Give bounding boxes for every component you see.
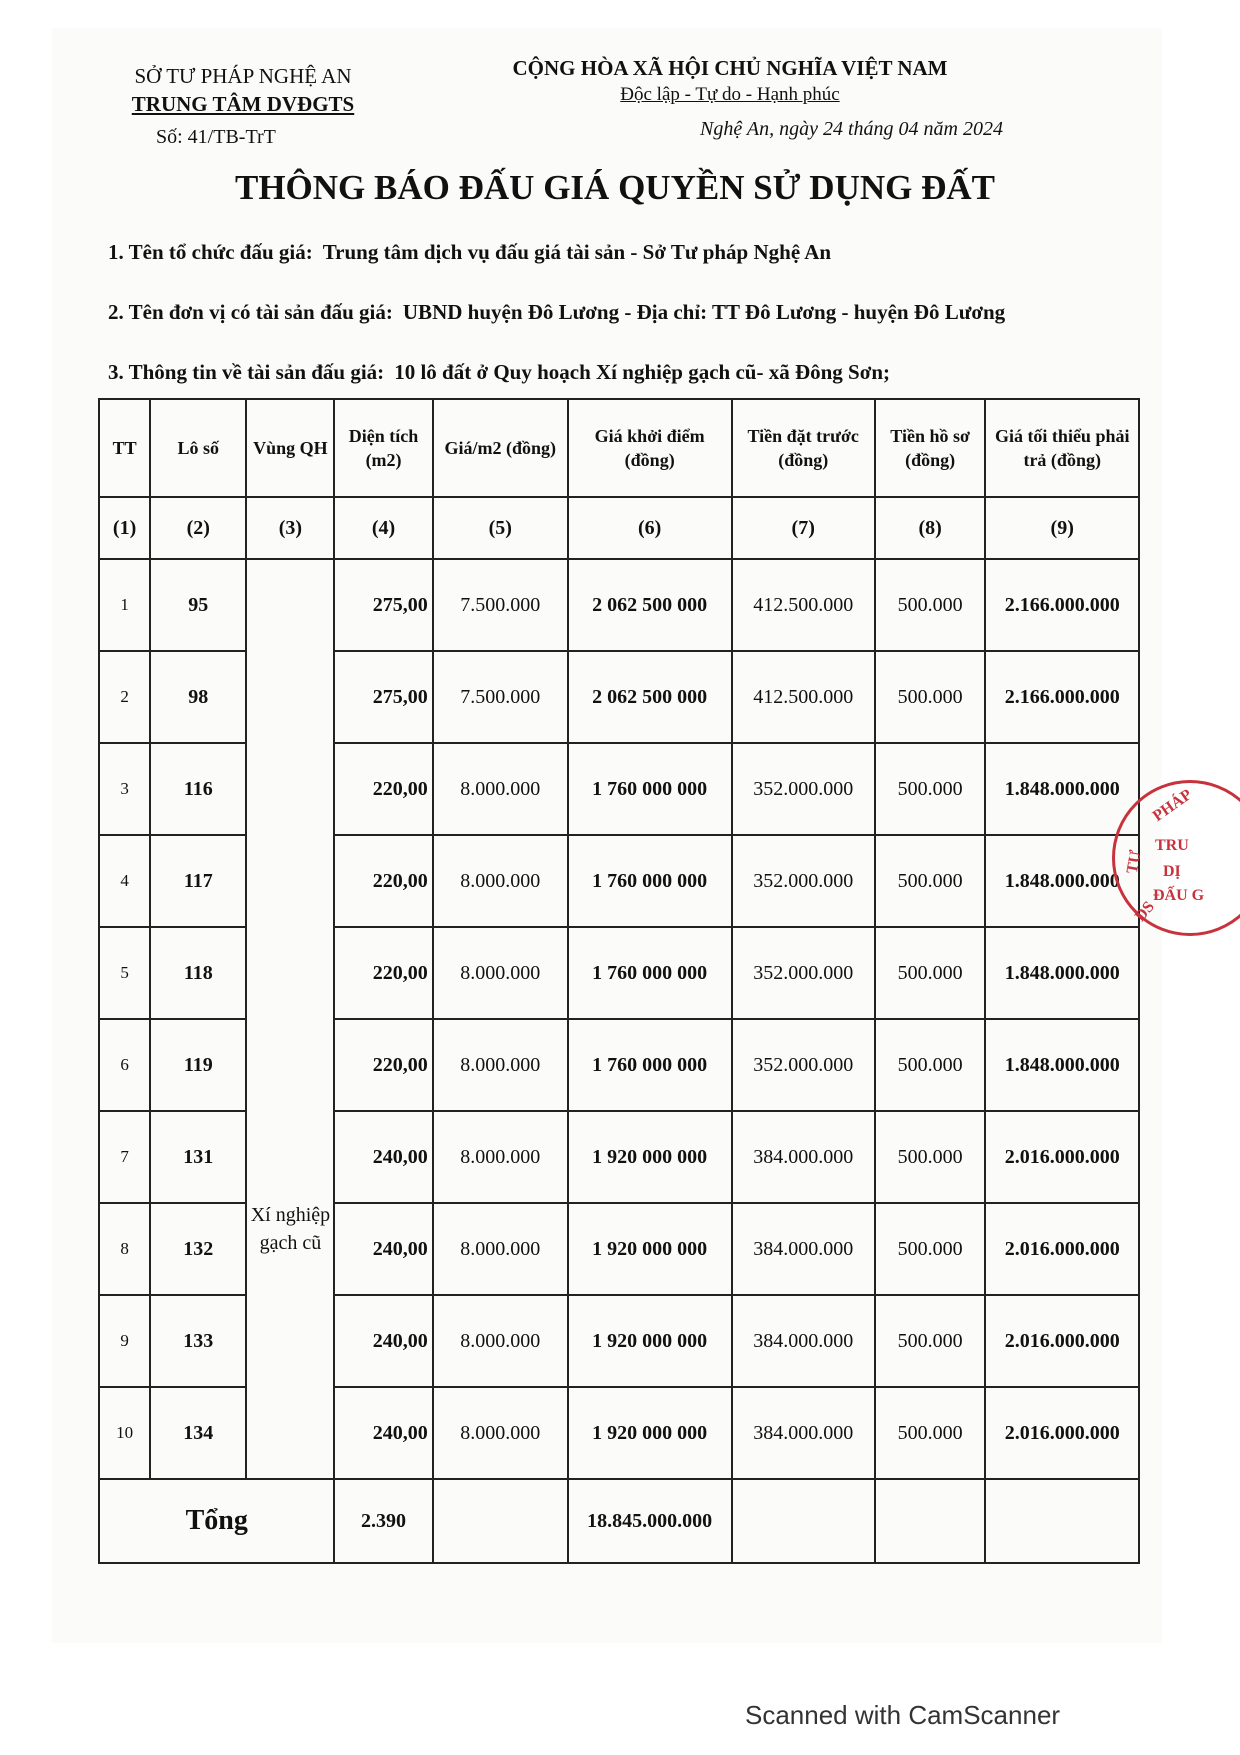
header-cell: Giá tối thiểu phải trả (đồng) <box>985 399 1139 497</box>
total-empty <box>732 1479 875 1563</box>
cell-area: 275,00 <box>334 559 432 651</box>
issuer-parent: SỞ TƯ PHÁP NGHỆ AN <box>134 64 352 88</box>
cell-price-per-m2: 8.000.000 <box>433 835 568 927</box>
cell-price-per-m2: 8.000.000 <box>433 1203 568 1295</box>
cell-lot: 118 <box>150 927 246 1019</box>
cell-fee: 500.000 <box>875 927 986 1019</box>
header-cell: Giá khởi điểm (đồng) <box>568 399 732 497</box>
item-asset <box>108 360 890 385</box>
cell-lot: 131 <box>150 1111 246 1203</box>
cell-min-price: 2.016.000.000 <box>985 1203 1139 1295</box>
cell-min-price: 1.848.000.000 <box>985 927 1139 1019</box>
cell-price-per-m2: 8.000.000 <box>433 1111 568 1203</box>
cell-area: 275,00 <box>334 651 432 743</box>
cell-tt: 8 <box>99 1203 150 1295</box>
table-body <box>99 559 1139 1479</box>
total-start-price: 18.845.000.000 <box>568 1479 732 1563</box>
cell-tt: 5 <box>99 927 150 1019</box>
index-cell: (4) <box>334 497 432 559</box>
index-cell: (2) <box>150 497 246 559</box>
cell-min-price: 2.166.000.000 <box>985 559 1139 651</box>
header-row <box>99 399 1139 497</box>
total-empty <box>433 1479 568 1563</box>
issuer-name: TRUNG TÂM DVĐGTS <box>131 92 355 116</box>
cell-fee: 500.000 <box>875 1295 986 1387</box>
auction-table <box>98 398 1140 1564</box>
cell-start-price: 2 062 500 000 <box>568 651 732 743</box>
stamp-text: TRU <box>1155 837 1189 854</box>
cell-price-per-m2: 7.500.000 <box>433 651 568 743</box>
cell-lot: 133 <box>150 1295 246 1387</box>
index-cell: (7) <box>732 497 875 559</box>
cell-start-price: 1 920 000 000 <box>568 1387 732 1479</box>
item-asset-label: 3. Thông tin về tài sản đấu giá: <box>108 360 385 384</box>
index-cell: (5) <box>433 497 568 559</box>
cell-area: 220,00 <box>334 1019 432 1111</box>
index-row <box>99 497 1139 559</box>
cell-area: 240,00 <box>334 1295 432 1387</box>
cell-min-price: 2.016.000.000 <box>985 1295 1139 1387</box>
cell-tt: 3 <box>99 743 150 835</box>
stamp-text: PHÁP <box>1149 786 1196 826</box>
cell-deposit: 352.000.000 <box>732 1019 875 1111</box>
index-cell: (1) <box>99 497 150 559</box>
cell-fee: 500.000 <box>875 651 986 743</box>
cell-tt: 6 <box>99 1019 150 1111</box>
cell-area: 220,00 <box>334 743 432 835</box>
item-organizer-label: 1. Tên tổ chức đấu giá: <box>108 240 313 264</box>
header-cell: Tiền hồ sơ (đồng) <box>875 399 986 497</box>
cell-deposit: 384.000.000 <box>732 1295 875 1387</box>
index-cell: (3) <box>246 497 334 559</box>
scanner-watermark: Scanned with CamScanner <box>745 1700 1061 1730</box>
header-cell: Giá/m2 (đồng) <box>433 399 568 497</box>
total-label: Tổng <box>99 1479 334 1563</box>
cell-fee: 500.000 <box>875 1019 986 1111</box>
stamp-text: ĐẤU G <box>1153 887 1205 904</box>
cell-start-price: 1 760 000 000 <box>568 743 732 835</box>
cell-start-price: 1 760 000 000 <box>568 835 732 927</box>
total-area: 2.390 <box>334 1479 432 1563</box>
cell-tt: 7 <box>99 1111 150 1203</box>
document-number: Số: 41/TB-TrT <box>156 126 276 148</box>
cell-min-price: 2.016.000.000 <box>985 1111 1139 1203</box>
item-owner <box>108 300 1005 325</box>
cell-start-price: 1 920 000 000 <box>568 1111 732 1203</box>
cell-area: 240,00 <box>334 1111 432 1203</box>
cell-tt: 4 <box>99 835 150 927</box>
index-cell: (6) <box>568 497 732 559</box>
item-asset-value: 10 lô đất ở Quy hoạch Xí nghiệp gạch cũ- xã Đông Sơn; <box>394 360 891 384</box>
cell-fee: 500.000 <box>875 1111 986 1203</box>
cell-zone: Xí nghiệp gạch cũ <box>246 559 334 1479</box>
cell-start-price: 1 920 000 000 <box>568 1295 732 1387</box>
national-name: CỘNG HÒA XÃ HỘI CHỦ NGHĨA VIỆT NAM <box>512 56 948 80</box>
cell-deposit: 384.000.000 <box>732 1387 875 1479</box>
cell-tt: 1 <box>99 559 150 651</box>
item-owner-value: UBND huyện Đô Lương - Địa chỉ: TT Đô Lương - huyện Đô Lương <box>402 300 1006 324</box>
cell-price-per-m2: 8.000.000 <box>433 1019 568 1111</box>
header-cell: TT <box>99 399 150 497</box>
cell-lot: 116 <box>150 743 246 835</box>
cell-deposit: 384.000.000 <box>732 1203 875 1295</box>
cell-price-per-m2: 8.000.000 <box>433 927 568 1019</box>
item-organizer-value: Trung tâm dịch vụ đấu giá tài sản - Sở Tư pháp Nghệ An <box>322 240 832 264</box>
total-row <box>99 1479 1139 1563</box>
table-row <box>99 559 1139 651</box>
cell-min-price: 2.166.000.000 <box>985 651 1139 743</box>
cell-deposit: 384.000.000 <box>732 1111 875 1203</box>
cell-deposit: 352.000.000 <box>732 743 875 835</box>
document-date: Nghệ An, ngày 24 tháng 04 năm 2024 <box>700 118 1003 140</box>
item-owner-label: 2. Tên đơn vị có tài sản đấu giá: <box>108 300 393 324</box>
cell-price-per-m2: 7.500.000 <box>433 559 568 651</box>
cell-lot: 117 <box>150 835 246 927</box>
cell-deposit: 352.000.000 <box>732 927 875 1019</box>
header-cell: Tiền đặt trước (đồng) <box>732 399 875 497</box>
cell-price-per-m2: 8.000.000 <box>433 1387 568 1479</box>
cell-min-price: 2.016.000.000 <box>985 1387 1139 1479</box>
header-cell: Vùng QH <box>246 399 334 497</box>
national-header <box>470 54 990 108</box>
cell-price-per-m2: 8.000.000 <box>433 1295 568 1387</box>
cell-start-price: 1 760 000 000 <box>568 1019 732 1111</box>
cell-lot: 119 <box>150 1019 246 1111</box>
cell-deposit: 412.500.000 <box>732 651 875 743</box>
cell-start-price: 1 760 000 000 <box>568 927 732 1019</box>
cell-tt: 9 <box>99 1295 150 1387</box>
cell-deposit: 352.000.000 <box>732 835 875 927</box>
cell-area: 240,00 <box>334 1387 432 1479</box>
cell-fee: 500.000 <box>875 1387 986 1479</box>
item-organizer <box>108 240 831 265</box>
national-motto: Độc lập - Tự do - Hạnh phúc <box>620 84 840 105</box>
cell-min-price: 1.848.000.000 <box>985 835 1139 927</box>
cell-lot: 132 <box>150 1203 246 1295</box>
header-cell: Diện tích (m2) <box>334 399 432 497</box>
index-cell: (9) <box>985 497 1139 559</box>
cell-lot: 95 <box>150 559 246 651</box>
cell-area: 220,00 <box>334 835 432 927</box>
document-title: THÔNG BÁO ĐẤU GIÁ QUYỀN SỬ DỤNG ĐẤT <box>234 168 995 207</box>
total-empty <box>875 1479 986 1563</box>
cell-tt: 10 <box>99 1387 150 1479</box>
cell-fee: 500.000 <box>875 559 986 651</box>
index-cell: (8) <box>875 497 986 559</box>
cell-start-price: 1 920 000 000 <box>568 1203 732 1295</box>
cell-fee: 500.000 <box>875 743 986 835</box>
issuer-block <box>108 62 378 118</box>
cell-fee: 500.000 <box>875 835 986 927</box>
cell-fee: 500.000 <box>875 1203 986 1295</box>
cell-tt: 2 <box>99 651 150 743</box>
cell-lot: 134 <box>150 1387 246 1479</box>
header-cell: Lô số <box>150 399 246 497</box>
cell-area: 240,00 <box>334 1203 432 1295</box>
cell-price-per-m2: 8.000.000 <box>433 743 568 835</box>
cell-min-price: 1.848.000.000 <box>985 743 1139 835</box>
cell-lot: 98 <box>150 651 246 743</box>
cell-area: 220,00 <box>334 927 432 1019</box>
total-empty <box>985 1479 1139 1563</box>
cell-deposit: 412.500.000 <box>732 559 875 651</box>
cell-min-price: 1.848.000.000 <box>985 1019 1139 1111</box>
stamp-text: DỊ <box>1163 863 1181 880</box>
stamp-text: DS <box>1131 898 1158 925</box>
cell-start-price: 2 062 500 000 <box>568 559 732 651</box>
stamp-text: TƯ <box>1123 848 1145 875</box>
